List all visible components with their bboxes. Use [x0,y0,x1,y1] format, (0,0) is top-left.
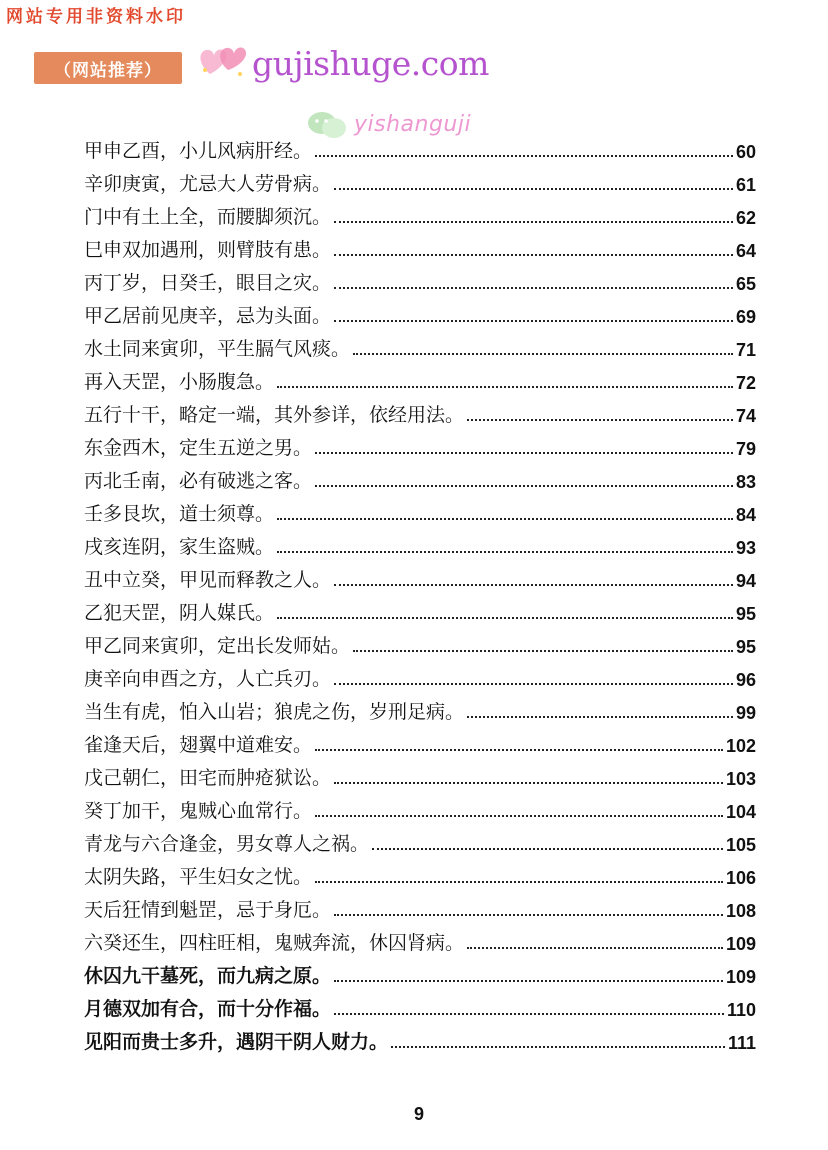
toc-entry [84,130,756,163]
dot-leader [467,716,733,718]
toc-entry-page: 79 [735,439,756,459]
dot-leader [277,386,733,388]
toc-entry [84,889,756,922]
page-number: 9 [413,1104,424,1124]
toc-entry-page: 84 [735,505,756,525]
toc-entry-title: 门中有土上全，而腰脚须沉。 [84,206,332,228]
toc-entry [84,493,756,526]
toc-entry-page: 69 [735,307,756,327]
toc-entry-title: 巳申双加遇刑，则臂肢有患。 [84,239,332,261]
toc-entry-title: 丙北壬南，必有破逃之客。 [84,470,313,492]
toc-entry-title: 休囚九干墓死，而九病之原。 [84,965,332,987]
dot-leader [334,254,733,256]
toc-entry-page: 96 [735,670,756,690]
toc-entry [84,922,756,955]
toc-entry-title: 青龙与六合逢金，男女尊人之祸。 [84,833,370,855]
toc-entry-page: 109 [725,934,756,954]
site-name: gujishuge.com [252,44,489,83]
toc-entry [84,955,756,988]
toc-entry-page: 95 [735,637,756,657]
dot-leader [353,353,733,355]
dot-leader [334,914,723,916]
toc-entry-page: 74 [735,406,756,426]
toc-entry [84,526,756,559]
toc-entry-page: 105 [725,835,756,855]
dot-leader [334,221,733,223]
toc-entry-title: 见阳而贵士多升，遇阴干阴人财力。 [84,1031,389,1053]
toc-entry-title: 甲申乙酉，小儿风病肝经。 [84,140,313,162]
dot-leader [277,551,733,553]
dot-leader [315,155,733,157]
toc-entry-title: 当生有虎，怕入山岩；狼虎之伤，岁刑足病。 [84,701,465,723]
toc-entry [84,856,756,889]
dot-leader [277,617,733,619]
dot-leader [353,650,733,652]
dot-leader [315,815,723,817]
site-recommend-badge: （网站推荐） [34,52,182,84]
toc-entry-page: 95 [735,604,756,624]
toc-entry-page: 110 [726,1000,756,1020]
dot-leader [334,980,723,982]
dot-leader [334,782,723,784]
toc-entry [84,262,756,295]
toc-entry-page: 60 [735,142,756,162]
toc-entry-title: 太阴失路，平生妇女之忧。 [84,866,313,888]
toc-entry-page: 93 [735,538,756,558]
toc-entry-title: 甲乙居前见庚辛，忌为头面。 [84,305,332,327]
toc-entry [84,823,756,856]
toc-entry-title: 六癸还生，四柱旺相，鬼贼奔流，休囚肾病。 [84,932,465,954]
toc-entry [84,394,756,427]
toc-entry-page: 64 [735,241,756,261]
toc-entry-title: 癸丁加干，鬼贼心血常行。 [84,800,313,822]
toc-entry-page: 102 [725,736,756,756]
toc-entry [84,328,756,361]
watermark-overlay-text: yishanguji [354,112,472,137]
toc-entry-page: 99 [735,703,756,723]
toc-entry [84,757,756,790]
dot-leader [391,1046,725,1048]
toc-entry-title: 壬多艮坎，道士须尊。 [84,503,275,525]
dot-leader [334,320,733,322]
toc-entry-title: 再入天罡，小肠腹急。 [84,371,275,393]
toc-entry-title: 乙犯天罡，阴人媒氏。 [84,602,275,624]
dot-leader [315,881,723,883]
toc-entry-title: 丑中立癸，甲见而释教之人。 [84,569,332,591]
toc-entry-page: 83 [735,472,756,492]
toc-entry-title: 东金西木，定生五逆之男。 [84,437,313,459]
toc-entry-title: 五行十干，略定一端，其外参详，依经用法。 [84,404,465,426]
dot-leader [277,518,733,520]
toc-entry [84,691,756,724]
toc-entry-title: 雀逢天后，翅翼中道难安。 [84,734,313,756]
toc-entry-page: 111 [727,1033,756,1053]
dot-leader [315,452,733,454]
toc-entry [84,592,756,625]
dot-leader [467,947,723,949]
dot-leader [334,584,733,586]
dot-leader [315,749,723,751]
toc-entry [84,1021,756,1054]
toc-entry [84,229,756,262]
dot-leader [467,419,733,421]
dot-leader [334,287,733,289]
toc-entry [84,658,756,691]
toc-entry-page: 62 [735,208,756,228]
toc-entry [84,163,756,196]
toc-entry-title: 天后狂情到魁罡，忌于身厄。 [84,899,332,921]
dot-leader [334,683,733,685]
toc-entry [84,361,756,394]
toc-entry-page: 65 [735,274,756,294]
toc-entry-page: 106 [725,868,756,888]
toc-entry-title: 辛卯庚寅，尤忌大人劳骨病。 [84,173,332,195]
toc-entry [84,625,756,658]
toc-entry-title: 丙丁岁，日癸壬，眼目之灾。 [84,272,332,294]
toc-entry-title: 月德双加有合，而十分作福。 [84,998,332,1020]
toc-entry [84,295,756,328]
toc-entry-page: 94 [735,571,756,591]
toc-entry [84,724,756,757]
dot-leader [334,188,733,190]
toc-entry-title: 戌亥连阴，家生盗贼。 [84,536,275,558]
toc-entry [84,460,756,493]
toc-entry [84,427,756,460]
toc-entry-title: 庚辛向申酉之方，人亡兵刃。 [84,668,332,690]
toc-entry-title: 水土同来寅卯，平生膈气风痰。 [84,338,351,360]
watermark-text: 网站专用非资料水印 [6,7,186,27]
toc-entry-page: 71 [735,340,756,360]
toc-entry [84,790,756,823]
toc-entry [84,559,756,592]
toc-entry [84,988,756,1021]
toc-entry-page: 104 [725,802,756,822]
dot-leader [334,1013,724,1015]
hearts-icon [196,40,248,82]
toc-entry-page: 103 [725,769,756,789]
toc-entry-page: 61 [735,175,756,195]
dot-leader [372,848,723,850]
toc-entry [84,196,756,229]
toc-entry-page: 108 [725,901,756,921]
dot-leader [315,485,733,487]
toc-entry-page: 72 [735,373,756,393]
toc-entry-page: 109 [725,967,756,987]
toc-entry-title: 甲乙同来寅卯，定出长发师姑。 [84,635,351,657]
table-of-contents [84,130,756,1054]
toc-entry-title: 戊己朝仁，田宅而肿疮狱讼。 [84,767,332,789]
